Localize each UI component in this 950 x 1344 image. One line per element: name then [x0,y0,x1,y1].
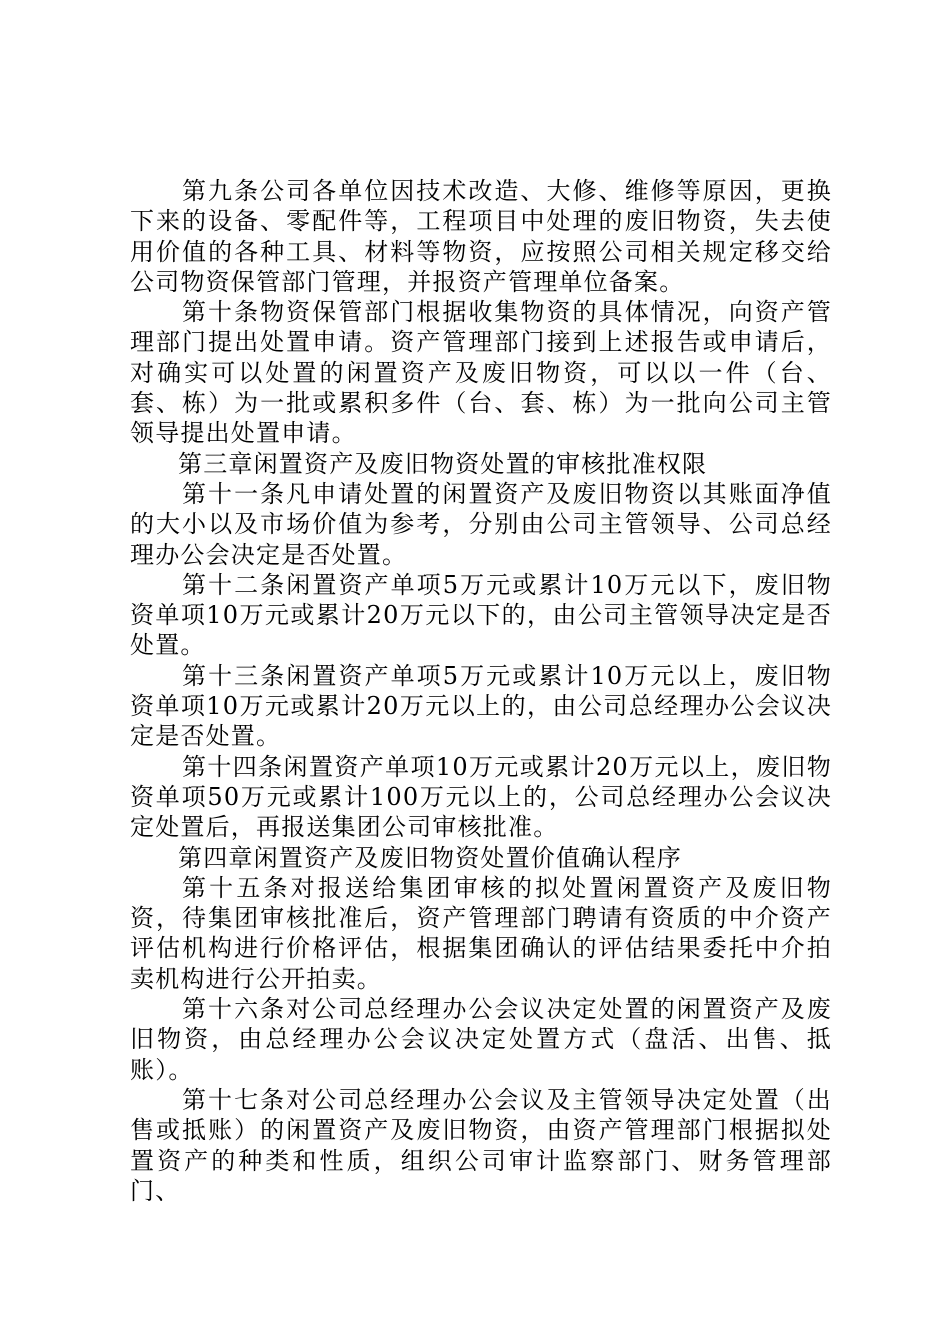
article-16: 第十六条对公司总经理办公会议决定处置的闲置资产及废旧物资，由总经理办公会议决定处置方式（盘活、出售、抵账）。 [130,995,832,1084]
chapter-3-heading: 第三章闲置资产及废旧物资处置的审核批准权限 [178,449,708,478]
article-15: 第十五条对报送给集团审核的拟处置闲置资产及废旧物资，待集团审核批准后，资产管理部门聘请有资质的中介资产评估机构进行价格评估，根据集团确认的评估结果委托中介拍卖机构进行公开拍卖。 [130,873,832,993]
chapter-4-heading: 第四章闲置资产及废旧物资处置价值确认程序 [178,843,682,872]
article-11: 第十一条凡申请处置的闲置资产及废旧物资以其账面净值的大小以及市场价值为参考，分别由公司主管领导、公司总经理办公会决定是否处置。 [130,479,832,569]
article-13: 第十三条闲置资产单项5万元或累计10万元以上，废旧物资单项10万元或累计20万元以上的，由公司总经理办公会议决定是否处置。 [130,661,832,751]
article-14: 第十四条闲置资产单项10万元或累计20万元以上，废旧物资单项50万元或累计100万元以上的，公司总经理办公会议决定处置后，再报送集团公司审核批准。 [130,752,832,842]
article-12: 第十二条闲置资产单项5万元或累计10万元以下，废旧物资单项10万元或累计20万元以下的，由公司主管领导决定是否处置。 [130,570,832,660]
article-9: 第九条公司各单位因技术改造、大修、维修等原因，更换下来的设备、零配件等，工程项目中处理的废旧物资，失去使用价值的各种工具、材料等物资，应按照公司相关规定移交给公司物资保管部门管理，并报资产管理单位备案。 [130,177,832,296]
article-17: 第十七条对公司总经理办公会议及主管领导决定处置（出售或抵账）的闲置资产及废旧物资，由资产管理部门根据拟处置资产的种类和性质，组织公司审计监察部门、财务管理部门、 [130,1085,832,1205]
document-body [130,176,832,1206]
article-10: 第十条物资保管部门根据收集物资的具体情况，向资产管理部门提出处置申请。资产管理部门接到上述报告或申请后，对确实可以处置的闲置资产及废旧物资，可以以一件（台、套、栋）为一批或累积多件（台、套、栋）为一批向公司主管领导提出处置申请。 [130,298,832,448]
